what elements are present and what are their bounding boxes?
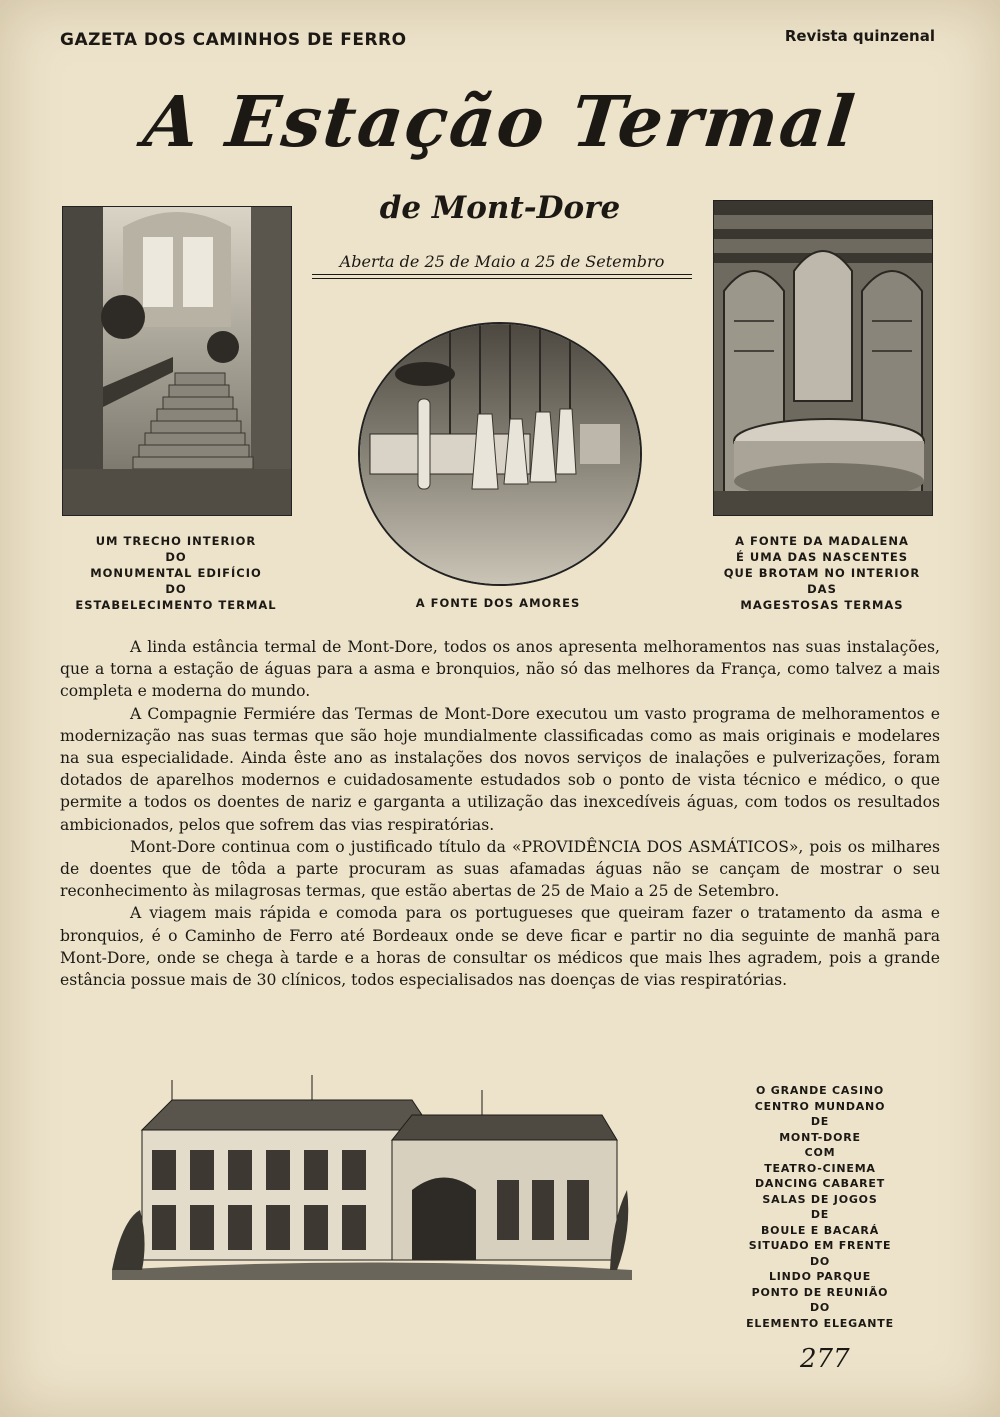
article-subtitle: de Mont-Dore [379,190,621,226]
paragraph: A linda estância termal de Mont-Dore, todos os anos apresenta melhoramentos nas suas instalações, que a torna a estação de águas para a asma e bronquios, não só das melhores da França, como talvez a mais completa e moderna do mundo. [60,638,940,701]
paragraph: A Compagnie Fermiére das Termas de Mont-Dore executou um vasto programa de melhoramentos e modernização nas suas termas que são hoje mundialmente classificadas como as mais originais e modelares na sua especialidade. Ainda êste ano as instalações dos novos serviços de inalações e pulverizações, foram dotados de aparelhos modernos e cuidadosamente estudados sob o ponto de vista técnico e médico, o que permite a todos os doentes de nariz e garganta a utilização das inexcedíveis águas, com todos os resultados ambicionados, pelos que sofrem das vias respiratórias. [60,704,940,834]
publication-name: GAZETA DOS CAMINHOS DE FERRO [60,30,407,50]
periodicity-label: Revista quinzenal [784,27,935,45]
paragraph: Mont-Dore continua com o justificado título da «PROVIDÊNCIA DOS ASMÁTICOS», pois os milhares de doentes que de tôda a parte procuram as suas afamadas águas não se cançam de mostrar o seu reconhecimento às milagrosas termas, que estão abertas de 25 de Maio a 25 de Setembro. [60,837,940,901]
paragraph: A viagem mais rápida e comoda para os portugueses que queiram fazer o tratamento da asma e bronquios, é o Caminho de Ferro até Bordeaux onde se deve ficar e partir no dia seguinte de manhã para Mont-Dore, onde se chega à tarde e a horas de consultar os médicos que mais lhes agradem, pois a grande estância possue mais de 30 clínicos, todos especialisados nas doenças de vias respiratórias. [60,904,940,990]
opening-dates: Aberta de 25 de Maio a 25 de Setembro [312,252,692,275]
casino-caption: O GRANDE CASINO CENTRO MUNDANO DE MONT-DORE COM TEATRO-CINEMA DANCING CABARET SALAS DE JOGOS DE BOULE E BACARÁ SITUADO EM FRENTE DO LINDO PARQUE PONTO DE REUNIÃO DO ELEMENTO ELEGANTE [746,1084,894,1330]
fonte-da-madalena-caption: A FONTE DA MADALENA É UMA DAS NASCENTES QUE BROTAM NO INTERIOR DAS MAGESTOSAS TERMAS [723,534,921,612]
fonte-dos-amores-photo [358,322,642,586]
article-body [60,636,940,991]
page-number: 277 [800,1344,850,1374]
staircase-caption: UM TRECHO INTERIOR DO MONUMENTAL EDIFÍCIO DO ESTABELECIMENTO TERMAL [75,534,277,612]
casino-illustration [112,1070,632,1280]
fonte-dos-amores-caption: A FONTE DOS AMORES [415,596,581,610]
article-title: A Estação Termal [139,80,861,163]
fonte-da-madalena-photo [713,200,933,516]
staircase-photo [62,206,292,516]
